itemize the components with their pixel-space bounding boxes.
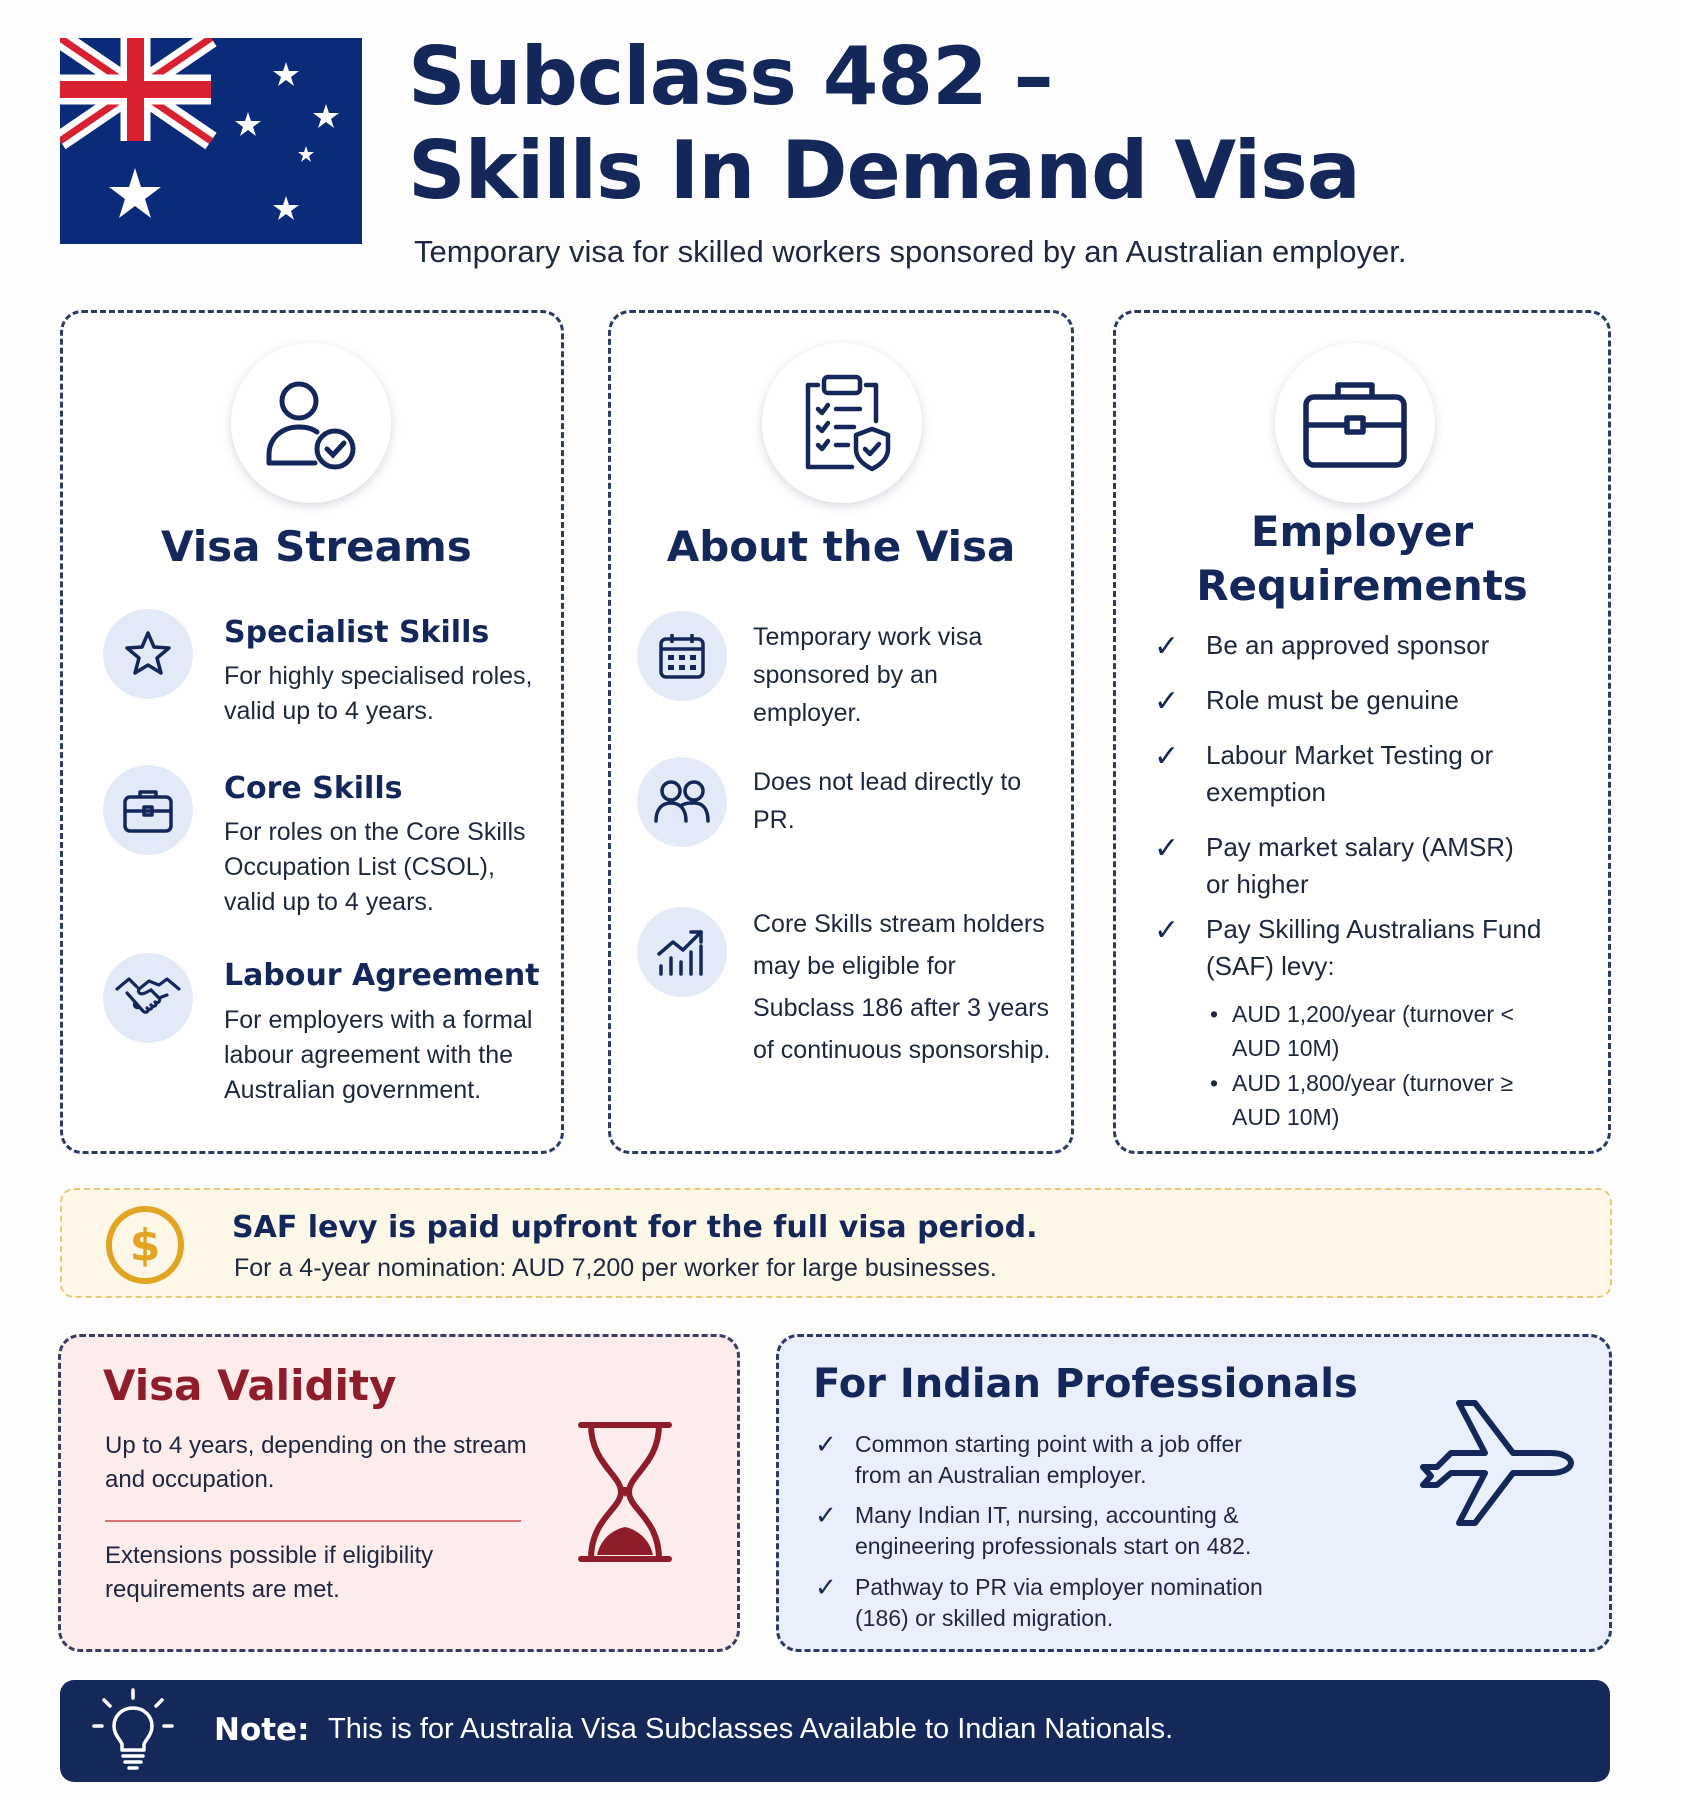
stream-heading-core: Core Skills: [224, 771, 403, 806]
checkmark-icon: ✓: [815, 1429, 837, 1459]
about-text-pr: Does not lead directly to PR.: [753, 768, 1022, 834]
employer-requirements-card: Employer Requirements ✓ Be an approved sponsor ✓ Role must be genuine ✓ Labour Market Testing or exemption ✓ Pay market salary (AMSR) or higher ✓ Pay Skilling Australians Fund (SAF) levy: • AUD 1,200/year (turnover < AUD 10M) • AUD 1,800/year (turnover ≥ AUD 10M): [1113, 310, 1611, 1154]
about-text-core-skills: Core Skills stream holders may be eligible for Subclass 186 after 3 years of continuous sponsorship.: [753, 910, 1051, 1064]
dollar-coin-icon: [104, 1204, 186, 1286]
calendar-icon: [637, 611, 727, 701]
employer-requirements-title: [1116, 505, 1608, 613]
note-text: This is for Australia Visa Subclasses Available to Indian Nationals.: [328, 1713, 1174, 1745]
indian-item-text: Pathway to PR via employer nomination (186) or skilled migration.: [855, 1574, 1263, 1631]
divider: [105, 1520, 521, 1522]
indian-item-text: Many Indian IT, nursing, accounting & engineering professionals start on 482.: [855, 1502, 1252, 1559]
people-icon: [637, 757, 727, 847]
page-subtitle: Temporary visa for skilled workers sponsored by an Australian employer.: [414, 234, 1407, 269]
indian-professionals-card: [776, 1334, 1612, 1652]
employer-title-line-2: Requirements: [1196, 561, 1528, 610]
validity-text-extensions: Extensions possible if eligibility requirements are met.: [105, 1542, 434, 1603]
about-visa-card: [608, 310, 1074, 1154]
checkmark-icon: ✓: [815, 1500, 837, 1530]
requirement-text: Labour Market Testing or exemption: [1206, 740, 1494, 807]
checkmark-icon: ✓: [1154, 685, 1180, 718]
note-label: Note:: [214, 1712, 310, 1748]
growth-chart-icon: [637, 907, 727, 997]
visa-validity-card: [58, 1334, 740, 1652]
visa-streams-title: Visa Streams: [161, 522, 472, 571]
saf-levy-banner: [60, 1188, 1612, 1298]
svg-text:$: $: [129, 1220, 161, 1271]
requirement-text: Pay Skilling Australians Fund (SAF) levy:: [1206, 914, 1542, 981]
briefcase-icon: [103, 765, 193, 855]
requirement-text: Role must be genuine: [1206, 685, 1459, 715]
lightbulb-icon: [88, 1686, 178, 1776]
levy-bullet-text: AUD 1,200/year (turnover < AUD 10M): [1232, 1001, 1514, 1061]
stream-text-labour: For employers with a formal labour agreement with the Australian government.: [224, 1006, 533, 1104]
about-text-temporary: Temporary work visa sponsored by an employer.: [753, 623, 983, 727]
validity-text-duration: Up to 4 years, depending on the stream and occupation.: [105, 1432, 527, 1493]
hourglass-icon: [575, 1419, 675, 1565]
about-visa-title: About the Visa: [666, 522, 1016, 571]
saf-heading: SAF levy is paid upfront for the full visa period.: [232, 1210, 1038, 1245]
clipboard-shield-icon: [762, 343, 922, 503]
user-check-icon: [231, 343, 391, 503]
australian-flag-icon: [60, 38, 362, 244]
checkmark-icon: ✓: [1154, 630, 1180, 663]
checkmark-icon: ✓: [1154, 740, 1180, 773]
indian-professionals-title: For Indian Professionals: [813, 1361, 1358, 1407]
stream-text-specialist: For highly specialised roles, valid up to 4 years.: [224, 662, 533, 725]
stream-heading-labour: Labour Agreement: [224, 958, 540, 993]
handshake-icon: [103, 953, 193, 1043]
page-title: [408, 30, 1558, 218]
note-bar: [60, 1680, 1610, 1782]
visa-streams-card: [60, 310, 564, 1154]
stream-heading-specialist: Specialist Skills: [224, 615, 490, 650]
star-icon: [103, 609, 193, 699]
visa-validity-title: Visa Validity: [103, 1361, 397, 1410]
checkmark-icon: ✓: [1154, 832, 1180, 865]
levy-bullet-text: AUD 1,800/year (turnover ≥ AUD 10M): [1232, 1070, 1514, 1130]
indian-item-text: Common starting point with a job offer from an Australian employer.: [855, 1431, 1242, 1488]
airplane-icon: [1415, 1393, 1575, 1533]
employer-title-line-1: Employer: [1250, 507, 1474, 556]
saf-text: For a 4-year nomination: AUD 7,200 per worker for large businesses.: [234, 1254, 997, 1282]
briefcase-icon: [1275, 343, 1435, 503]
title-line-2: Skills In Demand Visa: [408, 124, 1360, 217]
checkmark-icon: ✓: [815, 1572, 837, 1602]
requirement-text: Be an approved sponsor: [1206, 630, 1490, 660]
title-line-1: Subclass 482 –: [408, 30, 1053, 123]
stream-text-core: For roles on the Core Skills Occupation List (CSOL), valid up to 4 years.: [224, 818, 526, 916]
requirement-text: Pay market salary (AMSR) or higher: [1206, 832, 1514, 899]
checkmark-icon: ✓: [1154, 914, 1180, 947]
